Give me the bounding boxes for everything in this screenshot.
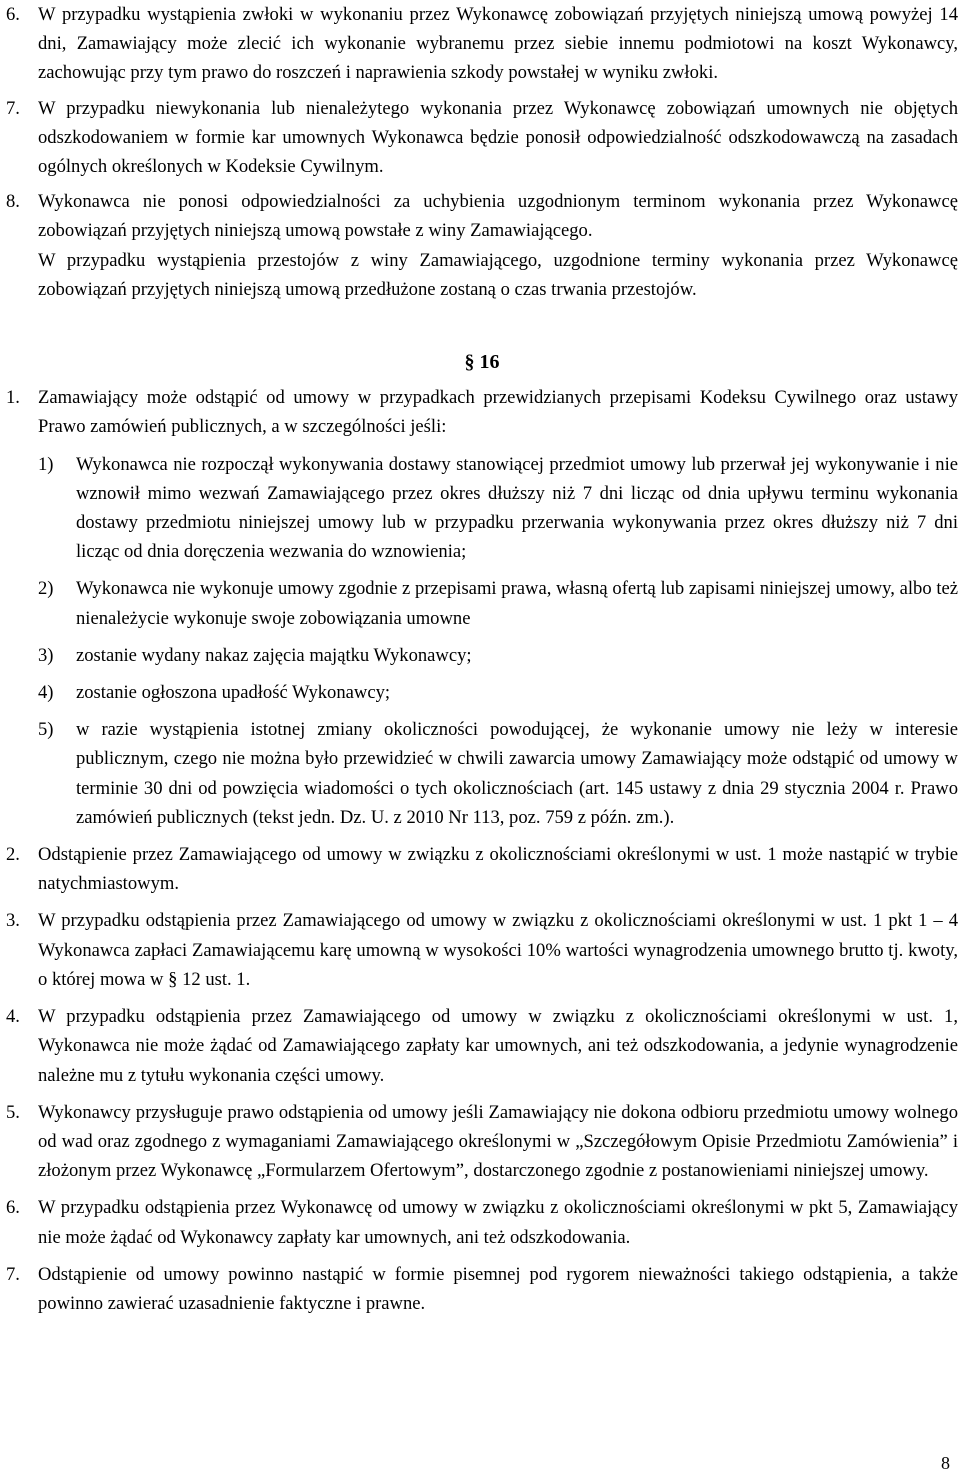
item-number: 1)	[38, 453, 54, 475]
paragraph-text: W przypadku odstąpienia przez Zamawiającego od umowy w związku z okolicznościami określonymi w ust. 1 pkt 1 – 4 Wykonawca zapłaci Zamawiającemu karę umowną w wysokości 10% wartości wynagrodzenia umownego brutto tj. kwoty, o której mowa w § 12 ust. 1.	[38, 910, 958, 990]
section-title: § 16	[464, 351, 500, 374]
list-item	[38, 574, 958, 632]
item-number: 5)	[38, 719, 54, 741]
list-item	[38, 450, 958, 567]
paragraph-text: Odstąpienie od umowy powinno nastąpić w formie pisemnej pod rygorem nieważności takiego odstąpienia, a także powinno zawierać uzasadnienie faktyczne i prawne.	[38, 1263, 958, 1314]
paragraph-number: 8.	[6, 191, 20, 213]
paragraph-7	[6, 94, 958, 182]
page-number: 8	[941, 1452, 950, 1473]
paragraph-number: 4.	[6, 1006, 20, 1028]
paragraph-text: W przypadku odstąpienia przez Wykonawcę od umowy w związku z okolicznościami określonymi w pkt 5, Zamawiający nie może żądać od Wykonawcy zapłaty kar umownych, ani też odszkodowania.	[38, 1197, 958, 1248]
item-text: zostanie wydany nakaz zajęcia majątku Wykonawcy;	[76, 644, 472, 666]
item-number: 2)	[38, 578, 54, 600]
paragraph-number: 6.	[6, 1197, 20, 1219]
list-item	[38, 715, 958, 832]
item-text: Wykonawca nie wykonuje umowy zgodnie z przepisami prawa, własną ofertą lub zapisami niniejszej umowy, albo też nienależycie wykonuje swoje zobowiązania umowne	[76, 578, 958, 629]
paragraph-6b	[6, 1193, 958, 1251]
paragraph-number: 5.	[6, 1101, 20, 1123]
paragraph-number: 6.	[6, 4, 20, 25]
paragraph-text: W przypadku odstąpienia przez Zamawiającego od umowy w związku z okolicznościami określonymi w ust. 1, Wykonawca nie może żądać od Zamawiającego zapłaty kar umownych, ani też odszkodowania, a jedynie wynagrodzenie należne mu z tytułu wykonania części umowy.	[38, 1006, 958, 1086]
paragraph-8-continuation: W przypadku wystąpienia przestojów z winy Zamawiającego, uzgodnione terminy wykonania przez Wykonawcę zobowiązań przyjętych niniejszą umową przedłużone zostaną o czas trwania przestojów.	[38, 249, 958, 300]
list-item	[38, 641, 958, 670]
paragraph-5	[6, 1098, 958, 1186]
item-number: 4)	[38, 682, 54, 704]
paragraph-6	[6, 0, 958, 88]
paragraph-7b	[6, 1260, 958, 1318]
paragraph-text: W przypadku wystąpienia zwłoki w wykonaniu przez Wykonawcę zobowiązań przyjętych niniejszą umową powyżej 14 dni, Zamawiający może zlecić ich wykonanie wybranemu przez siebie innemu podmiotowi na koszt Wykonawcy, zachowując przy tym prawo do roszczeń i naprawienia szkody powstałej w wyniku zwłoki.	[38, 4, 958, 84]
paragraph-text: Zamawiający może odstąpić od umowy w przypadkach przewidzianych przepisami Kodeksu Cywilnego oraz ustawy Prawo zamówień publicznych, a w szczególności jeśli:	[38, 387, 958, 438]
list-item	[38, 678, 958, 707]
item-number: 3)	[38, 644, 54, 666]
item-text: w razie wystąpienia istotnej zmiany okoliczności powodującej, że wykonanie umowy nie leży w interesie publicznym, czego nie można było przewidzieć w chwili zawarcia umowy Zamawiający może odstąpić od umowy w terminie 30 dni od powzięcia wiadomości o tych okolicznościach (art. 145 ustawy z dnia 29 stycznia 2004 r. Prawo zamówień publicznych (tekst jedn. Dz. U. z 2010 Nr 113, poz. 759 z późn. zm.).	[76, 719, 958, 828]
paragraph-number: 7.	[6, 1263, 20, 1285]
paragraph-number: 2.	[6, 844, 20, 866]
paragraph-number: 7.	[6, 97, 20, 119]
paragraph-3	[6, 906, 958, 994]
item-text: zostanie ogłoszona upadłość Wykonawcy;	[76, 682, 391, 704]
paragraph-1	[6, 383, 958, 441]
paragraph-text: W przypadku niewykonania lub nienależytego wykonania przez Wykonawcę zobowiązań umownych nie objętych odszkodowaniem w formie kar umownych Wykonawca będzie ponosił odpowiedzialność odszkodowawczą na zasadach ogólnych określonych w Kodeksie Cywilnym.	[38, 97, 958, 178]
paragraph-8	[6, 187, 958, 245]
paragraph-number: 1.	[6, 387, 20, 409]
paragraph-text: Wykonawca nie ponosi odpowiedzialności za uchybienia uzgodnionym terminom wykonania przez Wykonawcę zobowiązań przyjętych niniejszą umową powstałe z winy Zamawiającego.	[38, 191, 958, 242]
paragraph-2	[6, 840, 958, 898]
paragraph-text: Wykonawcy przysługuje prawo odstąpienia od umowy jeśli Zamawiający nie dokona odbioru przedmiotu umowy wolnego od wad oraz zgodnego z wymaganiami Zamawiającego określonymi w „Szczegółowym Opisie Przedmiotu Zamówienia” i złożonym przez Wykonawcę „Formularzem Ofertowym”, dostarczonego zgodnie z postanowieniami niniejszej umowy.	[38, 1101, 958, 1182]
paragraph-text: Odstąpienie przez Zamawiającego od umowy w związku z okolicznościami określonymi w ust. 1 może nastąpić w trybie natychmiastowym.	[38, 844, 958, 895]
item-text: Wykonawca nie rozpoczął wykonywania dostawy stanowiącej przedmiot umowy lub przerwał jej wykonywanie i nie wznowił mimo wezwań Zamawiającego przez okres dłuższy niż 7 dni licząc od dnia upływu terminu wykonania dostawy przedmiotu niniejszej umowy lub w przypadku przerwania wykonywania przez okres dłuższy niż 7 dni licząc od dnia doręczenia wezwania do wznowienia;	[76, 453, 958, 563]
paragraph-number: 3.	[6, 910, 20, 932]
document-page	[6, 0, 958, 1318]
paragraph-4	[6, 1002, 958, 1090]
